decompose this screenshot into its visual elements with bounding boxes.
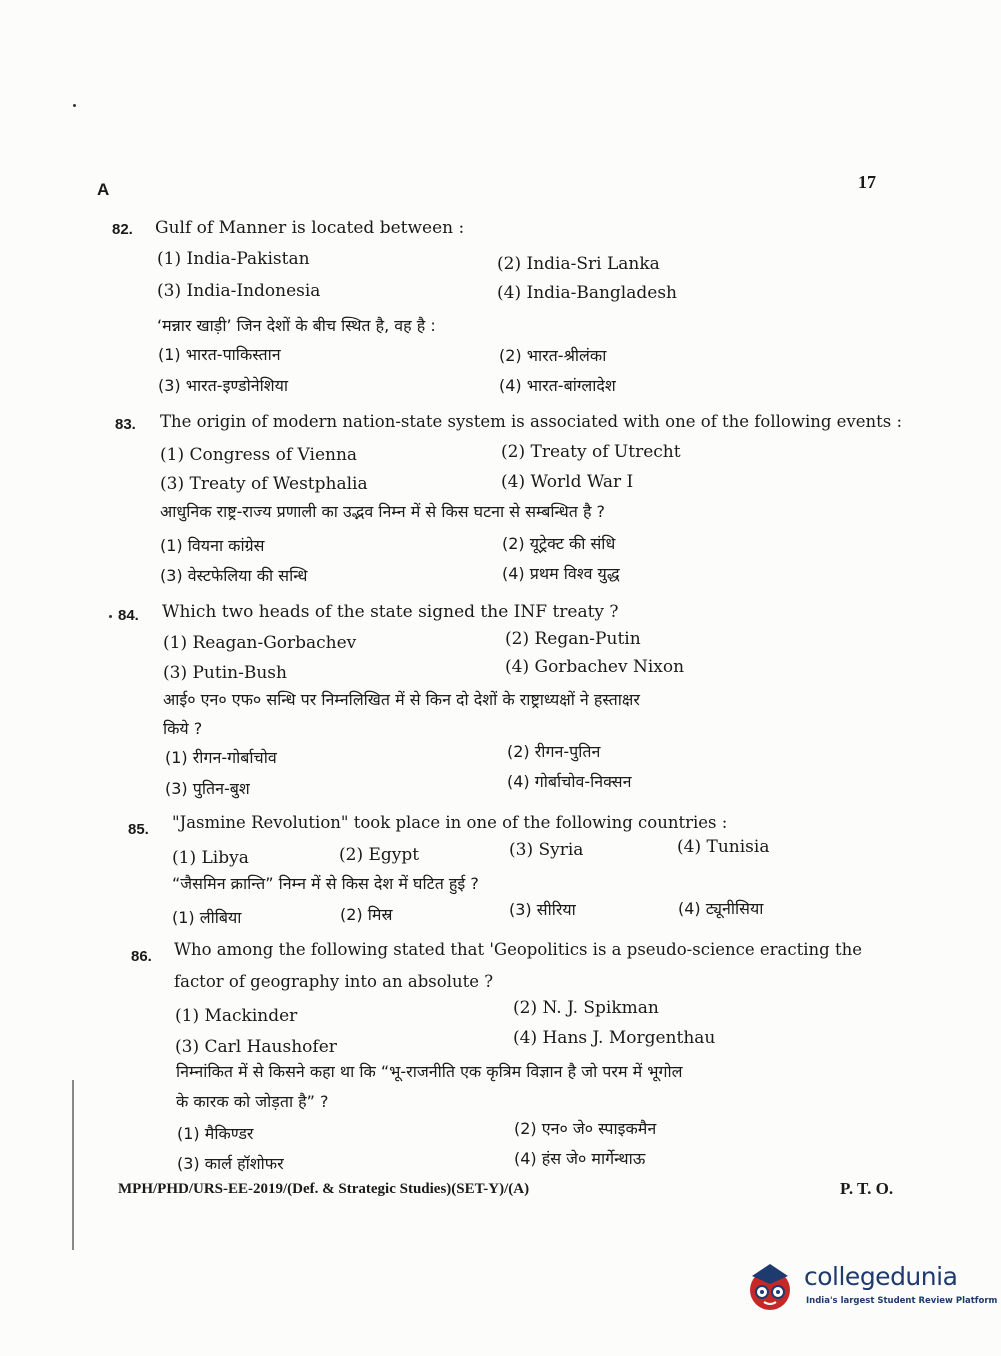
option-hi-3: (3) सीरिया <box>509 900 576 919</box>
question-text-en: Gulf of Manner is located between : <box>155 218 465 238</box>
option-en-3: (3) Carl Haushofer <box>175 1037 337 1057</box>
scan-speck <box>109 615 112 618</box>
option-en-3: (3) Treaty of Westphalia <box>160 474 368 494</box>
question-text-hi: आधुनिक राष्ट्र-राज्य प्रणाली का उद्भव निम्न में से किस घटना से सम्बन्धित है ? <box>160 502 606 521</box>
option-en-1: (1) Mackinder <box>175 1006 298 1026</box>
option-en-1: (1) India-Pakistan <box>157 249 310 269</box>
scan-edge-line <box>72 1080 74 1250</box>
option-hi-1: (1) वियना कांग्रेस <box>160 536 265 555</box>
set-letter: A <box>97 180 110 199</box>
option-hi-4: (4) हंस जे० मार्गेन्थाऊ <box>514 1149 646 1168</box>
question-text-hi-line2: के कारक को जोड़ता है” ? <box>176 1092 329 1111</box>
option-hi-2: (2) मिस्र <box>340 905 393 924</box>
option-hi-4: (4) ट्यूनीसिया <box>678 899 764 918</box>
option-en-3: (3) India-Indonesia <box>157 281 321 301</box>
option-hi-3: (3) पुतिन-बुश <box>165 779 250 798</box>
option-en-1: (1) Congress of Vienna <box>160 445 358 465</box>
question-text-en-line1: Who among the following stated that 'Geopolitics is a pseudo-science eracting the <box>174 940 862 959</box>
logo-tagline: India's largest Student Review Platform <box>806 1296 998 1306</box>
paper-code-footer: MPH/PHD/URS-EE-2019/(Def. & Strategic Studies)(SET-Y)/(A) <box>118 1181 530 1197</box>
option-en-4: (4) Tunisia <box>677 837 770 857</box>
option-en-2: (2) Egypt <box>339 845 420 865</box>
option-hi-3: (3) वेस्टफेलिया की सन्धि <box>160 566 308 585</box>
option-en-3: (3) Syria <box>509 840 584 860</box>
option-hi-4: (4) गोर्बाचोव-निक्सन <box>507 772 632 791</box>
option-en-4: (4) World War I <box>501 472 634 492</box>
option-en-2: (2) India-Sri Lanka <box>497 254 660 274</box>
option-hi-2: (2) भारत-श्रीलंका <box>499 346 607 365</box>
option-hi-2: (2) रीगन-पुतिन <box>507 742 601 761</box>
question-text-en: Which two heads of the state signed the INF treaty ? <box>162 602 619 622</box>
scan-speck <box>73 104 76 107</box>
question-text-hi: ‘मन्नार खाड़ी’ जिन देशों के बीच स्थित है, वह है : <box>157 316 436 335</box>
question-text-hi-line2: किये ? <box>163 719 203 738</box>
question-number: 85. <box>128 821 149 838</box>
option-hi-1: (1) भारत-पाकिस्तान <box>158 345 281 364</box>
option-en-4: (4) Hans J. Morgenthau <box>513 1028 716 1048</box>
question-number: 82. <box>112 221 133 238</box>
question-number: 86. <box>131 948 152 965</box>
question-text-hi-line1: आई० एन० एफ० सन्धि पर निम्नलिखित में से किन दो देशों के राष्ट्राध्यक्षों ने हस्ताक्षर <box>163 690 640 709</box>
mascot-icon <box>742 1258 798 1314</box>
option-hi-1: (1) लीबिया <box>172 908 242 927</box>
question-text-hi: “जैसमिन क्रान्ति” निम्न में से किस देश में घटित हुई ? <box>172 874 479 893</box>
option-hi-2: (2) यूट्रेक्ट की संधि <box>502 534 616 553</box>
option-en-3: (3) Putin-Bush <box>163 663 287 683</box>
option-en-4: (4) Gorbachev Nixon <box>505 657 685 677</box>
option-en-1: (1) Reagan-Gorbachev <box>163 633 357 653</box>
question-number: 84. <box>118 607 139 624</box>
option-en-4: (4) India-Bangladesh <box>497 283 677 303</box>
question-text-en-line2: factor of geography into an absolute ? <box>174 972 494 991</box>
option-hi-3: (3) कार्ल हॉशोफर <box>177 1154 284 1173</box>
option-en-2: (2) N. J. Spikman <box>513 998 659 1018</box>
option-en-2: (2) Treaty of Utrecht <box>501 442 681 462</box>
option-en-2: (2) Regan-Putin <box>505 629 641 649</box>
question-text-en: "Jasmine Revolution" took place in one of the following countries : <box>172 813 728 832</box>
option-hi-4: (4) भारत-बांग्लादेश <box>499 376 616 395</box>
option-hi-1: (1) मैकिण्डर <box>177 1124 254 1143</box>
option-hi-3: (3) भारत-इण्डोनेशिया <box>158 376 289 395</box>
question-number: 83. <box>115 416 136 433</box>
pto-label: P. T. O. <box>840 1179 894 1198</box>
option-hi-1: (1) रीगन-गोर्बाचोव <box>165 748 277 767</box>
page-number: 17 <box>858 172 876 192</box>
collegedunia-logo <box>742 1258 998 1318</box>
logo-name: collegedunia <box>804 1262 958 1291</box>
option-en-1: (1) Libya <box>172 848 249 868</box>
option-hi-4: (4) प्रथम विश्व युद्ध <box>502 564 620 583</box>
question-text-hi-line1: निम्नांकित में से किसने कहा था कि “भू-राजनीति एक कृत्रिम विज्ञान है जो परम में भूगोल <box>176 1062 683 1081</box>
question-text-en: The origin of modern nation-state system is associated with one of the following events : <box>160 412 903 431</box>
option-hi-2: (2) एन० जे० स्पाइकमैन <box>514 1119 657 1138</box>
